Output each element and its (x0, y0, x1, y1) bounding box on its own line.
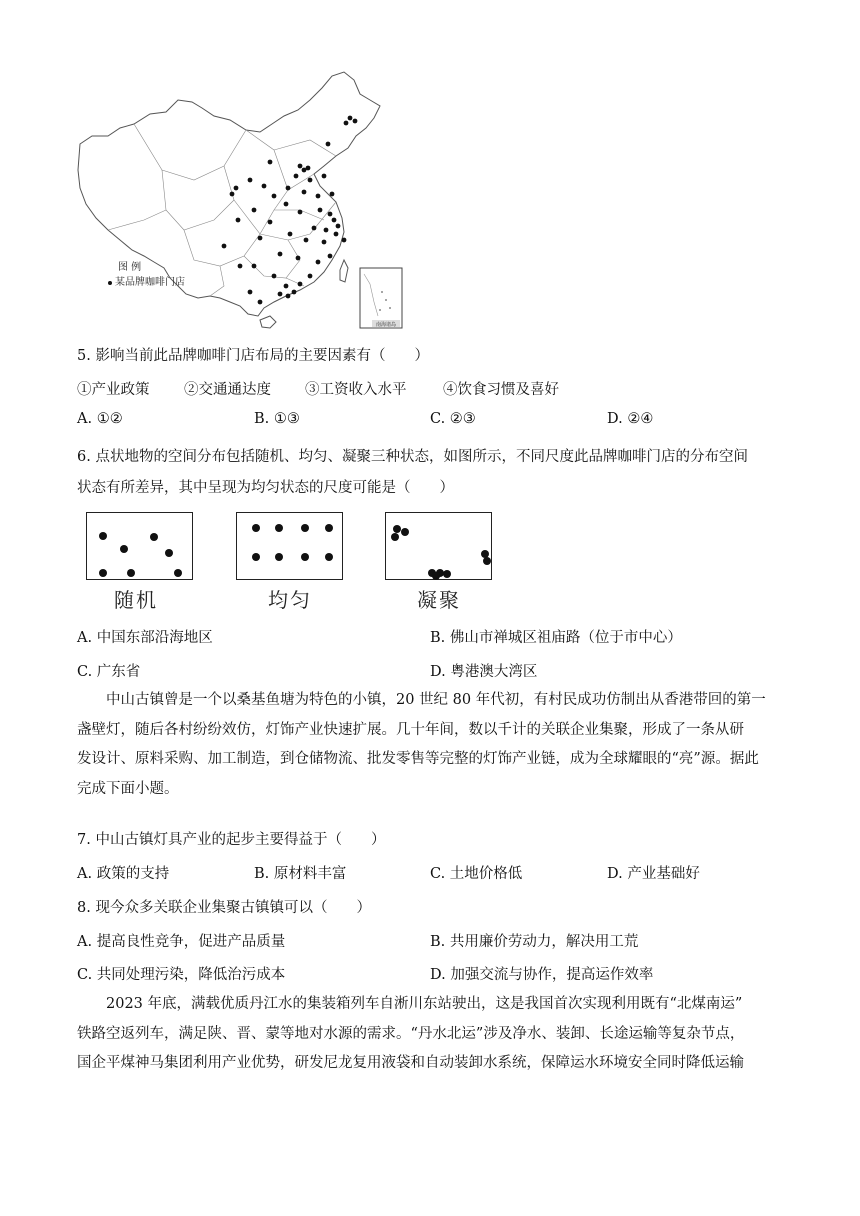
passage1-line3: 发设计、原料采购、加工制造，到仓储物流、批发零售等完整的灯饰产业链，成为全球耀眼的“亮”源。据此 (77, 751, 759, 767)
q6-stem-line1: 6. 点状地物的空间分布包括随机、均匀、凝聚三种状态，如图所示，不同尺度此品牌咖啡门店的分布空间 (77, 449, 748, 465)
q6-option-a[interactable]: A. 中国东部沿海地区 (77, 630, 213, 646)
point (252, 553, 260, 561)
passage1-line1: 中山古镇曾是一个以桑基鱼塘为特色的小镇，20 世纪 80 年代初，有村民成功仿制出从香港带回的第一 (106, 692, 766, 708)
point (275, 524, 283, 532)
hainan-island (260, 316, 276, 328)
south-china-sea-inset (360, 268, 402, 328)
point (432, 572, 440, 580)
passage1-line4: 完成下面小题。 (77, 780, 179, 797)
q8-option-c[interactable]: C. 共同处理污染，降低治污成本 (77, 967, 286, 983)
point (443, 570, 451, 578)
uniform-box (236, 512, 343, 580)
point (401, 528, 409, 536)
point (165, 549, 173, 557)
passage1-line2: 盏壁灯，随后各村纷纷效仿，灯饰产业快速扩展。几十年间，数以千计的关联企业集聚，形成了一条从研 (77, 721, 744, 738)
legend-item-label: 某品牌咖啡门店 (115, 277, 185, 288)
point (150, 533, 158, 541)
label-clustered: 凝聚 (417, 588, 461, 612)
legend-title: 图 例 (118, 262, 142, 273)
q6-stem-line2: 状态有所差异，其中呈现为均匀状态的尺度可能是（ ） (77, 480, 454, 496)
passage2-line3: 国企平煤神马集团利用产业优势，研发尼龙复用液袋和自动装卸水系统，保障运水环境安全同时降低运输 (77, 1055, 744, 1071)
passage2-line2: 铁路空返列车，满足陕、晋、蒙等地对水源的需求。“丹水北运”涉及净水、装卸、长途运输等复杂节点， (77, 1025, 745, 1042)
q5-option-d[interactable]: D. ②④ (607, 411, 654, 427)
point (99, 532, 107, 540)
q5-stem: 5. 影响当前此品牌咖啡门店布局的主要因素有（ ） (77, 348, 429, 364)
passage2-line1: 2023 年底，满载优质丹江水的集装箱列车自淅川东站驶出，这是我国首次实现利用既有“北煤南运” (106, 996, 743, 1012)
point (325, 524, 333, 532)
q7-option-d[interactable]: D. 产业基础好 (607, 866, 700, 882)
point (120, 545, 128, 553)
label-uniform: 均匀 (268, 588, 312, 612)
point (127, 569, 135, 577)
point (483, 557, 491, 565)
point (252, 524, 260, 532)
q7-option-a[interactable]: A. 政策的支持 (77, 866, 170, 882)
q5-option-b[interactable]: B. ①③ (254, 411, 300, 427)
q6-option-b[interactable]: B. 佛山市禅城区祖庙路（位于市中心） (430, 630, 682, 646)
passage-water-transport (77, 990, 783, 1079)
dot-icon (108, 281, 112, 285)
q7-option-b[interactable]: B. 原材料丰富 (254, 866, 347, 882)
china-store-map (74, 70, 414, 332)
point (391, 533, 399, 541)
point (325, 553, 333, 561)
q5-option-c[interactable]: C. ②③ (430, 411, 476, 427)
q8-option-b[interactable]: B. 共用廉价劳动力，解决用工荒 (430, 934, 639, 950)
q5-option-a[interactable]: A. ①② (77, 411, 123, 427)
q8-option-d[interactable]: D. 加强交流与协作，提高运作效率 (430, 967, 654, 983)
taiwan-island (340, 260, 348, 282)
point (174, 569, 182, 577)
point (99, 569, 107, 577)
random-box (86, 512, 193, 580)
inset-label: 南海诸岛 (375, 322, 397, 328)
q7-stem: 7. 中山古镇灯具产业的起步主要得益于（ ） (77, 832, 386, 848)
q7-option-c[interactable]: C. 土地价格低 (430, 866, 523, 882)
point (275, 553, 283, 561)
point (301, 524, 309, 532)
q5-item-1: ①产业政策 (77, 382, 150, 398)
q8-stem: 8. 现今众多关联企业集聚古镇镇可以（ ） (77, 900, 371, 916)
q6-option-d[interactable]: D. 粤港澳大湾区 (430, 664, 538, 680)
legend-row (108, 275, 185, 290)
q5-item-4: ④饮食习惯及喜好 (443, 382, 559, 398)
map-legend (108, 260, 185, 290)
q8-option-a[interactable]: A. 提高良性竞争，促进产品质量 (77, 934, 286, 950)
label-random: 随机 (114, 588, 158, 612)
q5-item-3: ③工资收入水平 (305, 382, 407, 398)
clustered-box (385, 512, 492, 580)
q5-item-2: ②交通通达度 (184, 382, 271, 398)
q6-option-c[interactable]: C. 广东省 (77, 664, 141, 680)
point (393, 525, 401, 533)
china-map-svg (74, 70, 414, 332)
point (301, 553, 309, 561)
distribution-diagram (86, 512, 506, 612)
passage-gu-town (77, 686, 783, 804)
